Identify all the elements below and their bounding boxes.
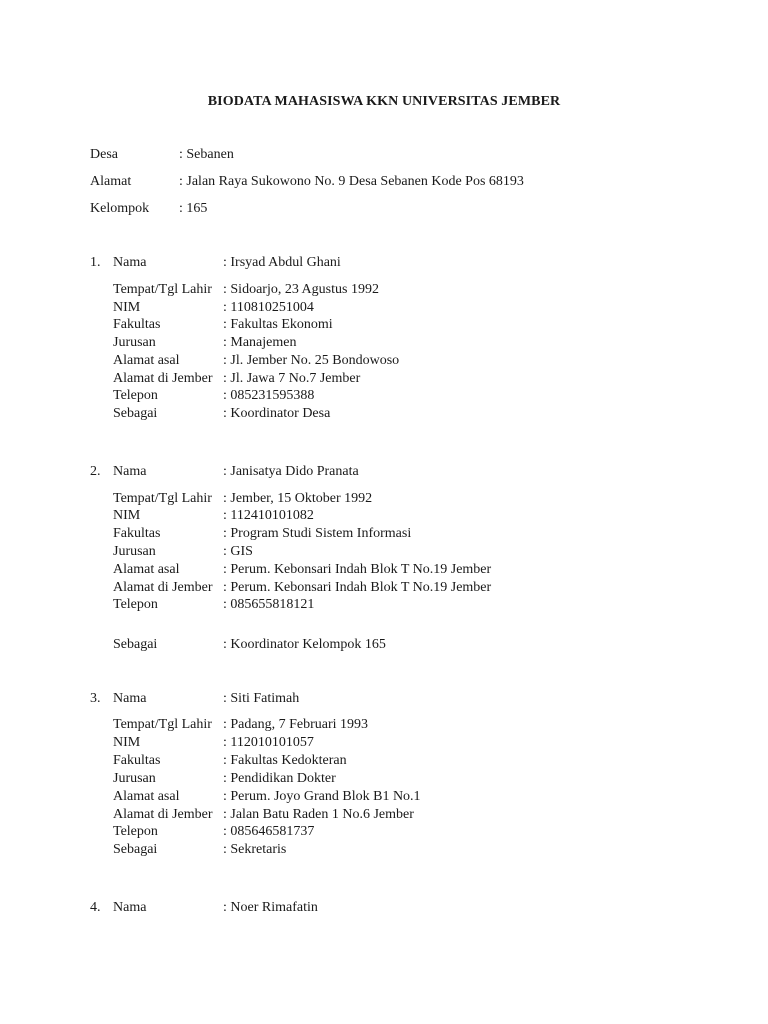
field-label: Alamat asal xyxy=(113,353,180,368)
nama-label: Nama xyxy=(113,464,147,479)
field-value: : Koordinator Desa xyxy=(223,406,331,421)
field-label: Alamat asal xyxy=(113,562,180,577)
field-value: : Jember, 15 Oktober 1992 xyxy=(223,491,373,506)
field-value: : 112410101082 xyxy=(223,508,314,523)
field-label: Sebagai xyxy=(113,406,158,421)
field-label: Alamat asal xyxy=(113,789,180,804)
field-label: Tempat/Tgl Lahir xyxy=(113,282,212,297)
field-label: Jurusan xyxy=(113,544,156,559)
field-value: : 110810251004 xyxy=(223,300,314,315)
field-value: : Perum. Kebonsari Indah Blok T No.19 Jember xyxy=(223,580,492,595)
field-value: : Pendidikan Dokter xyxy=(223,771,336,786)
field-value: : 085646581737 xyxy=(223,824,315,839)
field-label: Alamat di Jember xyxy=(113,371,213,386)
field-label: Telepon xyxy=(113,597,158,612)
field-value: : 112010101057 xyxy=(223,735,314,750)
document-title: BIODATA MAHASISWA KKN UNIVERSITAS JEMBER xyxy=(207,94,561,109)
field-value: : Perum. Kebonsari Indah Blok T No.19 Jember xyxy=(223,562,492,577)
field-label: Tempat/Tgl Lahir xyxy=(113,491,212,506)
field-value: : 085231595388 xyxy=(223,388,315,403)
member-number: 1. xyxy=(90,255,101,270)
member-number: 4. xyxy=(90,900,101,915)
field-label: Alamat di Jember xyxy=(113,580,213,595)
member-number: 3. xyxy=(90,691,101,706)
field-value: : Jl. Jember No. 25 Bondowoso xyxy=(223,353,400,368)
nama-value: : Siti Fatimah xyxy=(223,691,300,706)
field-label: NIM xyxy=(113,508,141,523)
field-label: Telepon xyxy=(113,388,158,403)
field-label: Alamat di Jember xyxy=(113,807,213,822)
field-value: : Manajemen xyxy=(223,335,297,350)
nama-label: Nama xyxy=(113,900,147,915)
field-value: : Jalan Batu Raden 1 No.6 Jember xyxy=(223,807,414,822)
field-value: : Perum. Joyo Grand Blok B1 No.1 xyxy=(223,789,421,804)
field-label: NIM xyxy=(113,300,141,315)
kelompok-value: : 165 xyxy=(179,201,208,216)
desa-value: : Sebanen xyxy=(179,147,234,162)
field-value: : Program Studi Sistem Informasi xyxy=(223,526,412,541)
field-label: Sebagai xyxy=(113,842,158,857)
field-value: : Fakultas Ekonomi xyxy=(223,317,333,332)
alamat-value: : Jalan Raya Sukowono No. 9 Desa Sebanen Kode Pos 68193 xyxy=(179,174,524,189)
field-label: Fakultas xyxy=(113,753,161,768)
kelompok-label: Kelompok xyxy=(90,201,150,216)
field-label: Jurusan xyxy=(113,771,156,786)
nama-value: : Irsyad Abdul Ghani xyxy=(223,255,341,270)
field-value: : 085655818121 xyxy=(223,597,315,612)
field-label: Fakultas xyxy=(113,317,161,332)
field-value: : Koordinator Kelompok 165 xyxy=(223,637,386,652)
field-label: Jurusan xyxy=(113,335,156,350)
member-number: 2. xyxy=(90,464,101,479)
nama-value: : Janisatya Dido Pranata xyxy=(223,464,359,479)
nama-value: : Noer Rimafatin xyxy=(223,900,318,915)
desa-label: Desa xyxy=(90,147,118,162)
nama-label: Nama xyxy=(113,255,147,270)
field-value: : Fakultas Kedokteran xyxy=(223,753,347,768)
field-label: Sebagai xyxy=(113,637,158,652)
field-value: : Sidoarjo, 23 Agustus 1992 xyxy=(223,282,379,297)
field-value: : Jl. Jawa 7 No.7 Jember xyxy=(223,371,361,386)
nama-label: Nama xyxy=(113,691,147,706)
field-value: : GIS xyxy=(223,544,253,559)
field-label: Telepon xyxy=(113,824,158,839)
field-label: Fakultas xyxy=(113,526,161,541)
field-value: : Sekretaris xyxy=(223,842,287,857)
field-value: : Padang, 7 Februari 1993 xyxy=(223,717,369,732)
field-label: NIM xyxy=(113,735,141,750)
alamat-label: Alamat xyxy=(90,174,132,189)
field-label: Tempat/Tgl Lahir xyxy=(113,717,212,732)
